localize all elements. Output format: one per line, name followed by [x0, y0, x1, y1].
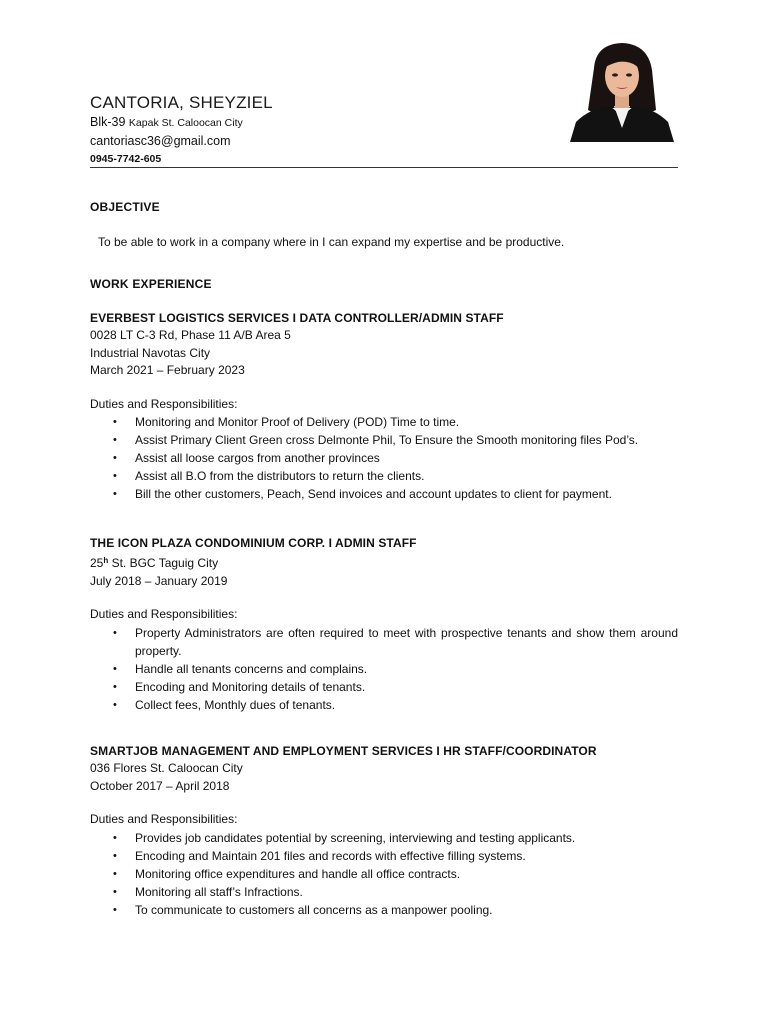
job-entry — [90, 535, 678, 714]
duty-text: To communicate to customers all concerns as a manpower pooling. — [135, 902, 493, 917]
duty-text: Monitoring all staff’s Infractions. — [135, 884, 303, 899]
job-title: SMARTJOB MANAGEMENT AND EMPLOYMENT SERVICES I HR STAFF/COORDINATOR — [90, 744, 597, 758]
bullet-icon: • — [113, 416, 117, 428]
list-item — [90, 624, 678, 660]
address-prefix: Blk-39 — [90, 115, 126, 129]
job-entry — [90, 310, 678, 503]
bullet-icon: • — [113, 849, 117, 862]
duty-text: Encoding and Monitoring details of tenants. — [135, 679, 366, 694]
objective-heading: OBJECTIVE — [90, 200, 160, 214]
job-dates: July 2018 – January 2019 — [90, 573, 228, 588]
duty-text: Assist all loose cargos from another provinces — [135, 451, 380, 465]
list-item — [90, 467, 678, 485]
bullet-icon: • — [113, 698, 117, 711]
bullet-icon: • — [113, 488, 117, 500]
duty-text: Bill the other customers, Peach, Send invoices and account updates to client for payment. — [135, 487, 612, 501]
list-item — [90, 847, 678, 865]
applicant-email: cantoriasc36@gmail.com — [90, 134, 231, 148]
work-experience-heading: WORK EXPERIENCE — [90, 277, 212, 291]
job-address-line — [90, 552, 678, 573]
bullet-icon: • — [113, 452, 117, 464]
job-dates: October 2017 – April 2018 — [90, 778, 230, 793]
bullet-icon: • — [113, 662, 117, 675]
applicant-address — [90, 115, 243, 129]
applicant-name: CANTORIA, SHEYZIEL — [90, 93, 273, 112]
address-number: 25 — [90, 556, 104, 570]
resume-page — [90, 0, 678, 1024]
job-address-line: 0028 LT C-3 Rd, Phase 11 A/B Area 5 — [90, 328, 291, 342]
list-item — [90, 883, 678, 901]
bullet-icon: • — [113, 867, 117, 880]
job-dates: March 2021 – February 2023 — [90, 363, 245, 377]
duty-text: Monitoring and Monitor Proof of Delivery (POD) Time to time. — [135, 415, 460, 429]
job-title: EVERBEST LOGISTICS SERVICES I DATA CONTROLLER/ADMIN STAFF — [90, 311, 504, 325]
list-item — [90, 660, 678, 678]
job-address-line: 036 Flores St. Caloocan City — [90, 761, 243, 775]
applicant-phone: 0945-7742-605 — [90, 153, 162, 165]
bullet-icon: • — [113, 831, 117, 844]
duty-text: Property Administrators are often required to meet with prospective tenants and show them around property. — [135, 625, 678, 658]
header-divider — [90, 167, 678, 168]
list-item — [90, 678, 678, 696]
duties-label: Duties and Responsibilities: — [90, 812, 238, 826]
duty-text: Monitoring office expenditures and handle all office contracts. — [135, 866, 461, 881]
list-item — [90, 413, 678, 431]
list-item — [90, 865, 678, 883]
bullet-icon: • — [113, 626, 117, 639]
duty-text: Handle all tenants concerns and complains. — [135, 661, 368, 676]
duty-text: Collect fees, Monthly dues of tenants. — [135, 697, 336, 712]
job-title: THE ICON PLAZA CONDOMINIUM CORP. I ADMIN STAFF — [90, 536, 417, 550]
duty-text: Assist all B.O from the distributors to return the clients. — [135, 469, 425, 483]
bullet-icon: • — [113, 434, 117, 446]
bullet-icon: • — [113, 903, 117, 916]
list-item — [90, 485, 678, 503]
list-item — [90, 829, 678, 847]
list-item — [90, 431, 678, 449]
bullet-icon: • — [113, 885, 117, 898]
applicant-photo — [566, 38, 678, 142]
list-item — [90, 696, 678, 714]
job-entry — [90, 743, 678, 919]
objective-text: To be able to work in a company where in I can expand my expertise and be productive. — [98, 235, 565, 249]
duty-text: Provides job candidates potential by screening, interviewing and testing applicants. — [135, 830, 576, 845]
duties-list — [90, 413, 678, 503]
job-address-line: Industrial Navotas City — [90, 345, 211, 360]
duty-text: Assist Primary Client Green cross Delmonte Phil, To Ensure the Smooth monitoring files Pod’s. — [135, 433, 639, 447]
bullet-icon: • — [113, 680, 117, 693]
list-item — [90, 449, 678, 467]
duties-list — [90, 829, 678, 919]
list-item — [90, 901, 678, 919]
address-rest: St. BGC Taguig City — [108, 556, 219, 570]
address-rest: Kapak St. Caloocan City — [128, 117, 243, 129]
duty-text: Encoding and Maintain 201 files and records with effective filling systems. — [135, 848, 526, 863]
duties-label: Duties and Responsibilities: — [90, 607, 238, 621]
address-suffix: h — [103, 556, 109, 565]
duties-list — [90, 624, 678, 714]
duties-label: Duties and Responsibilities: — [90, 396, 238, 411]
bullet-icon: • — [113, 470, 117, 482]
